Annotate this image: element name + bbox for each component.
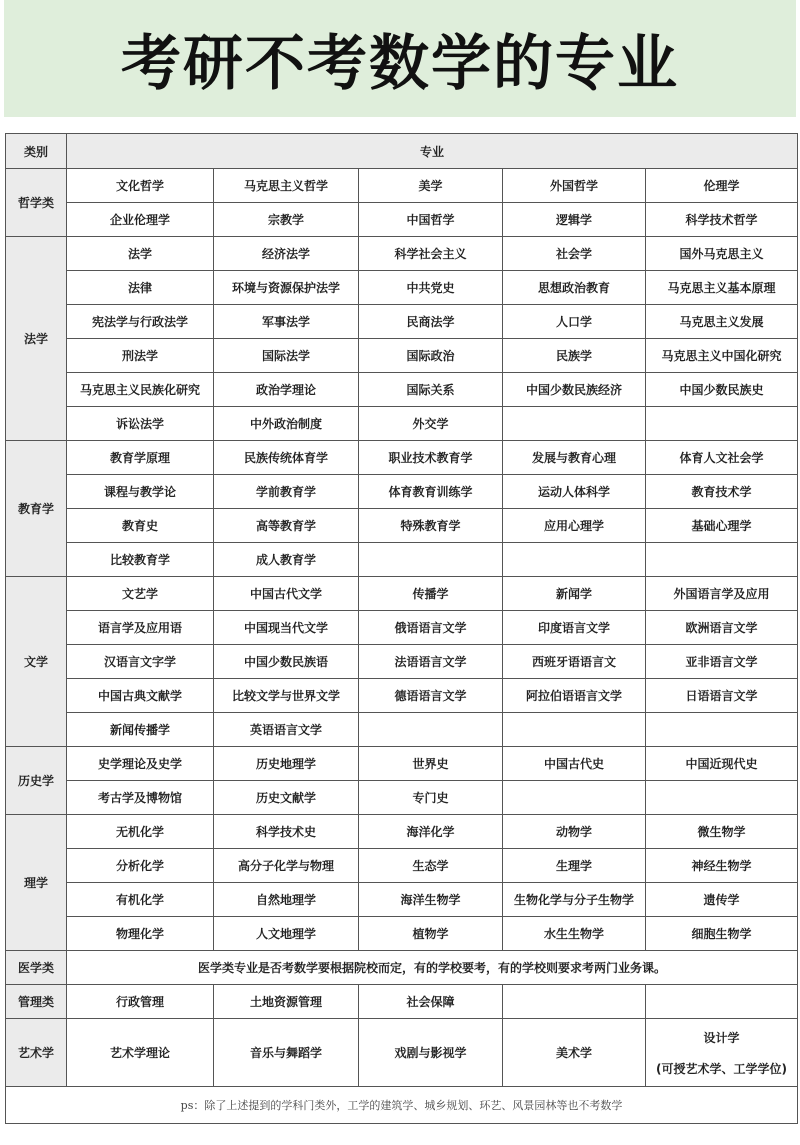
major-cell: 法语语言文学 xyxy=(359,645,503,679)
footnote: ps：除了上述提到的学科门类外，工学的建筑学、城乡规划、环艺、风景园林等也不考数学 xyxy=(6,1087,798,1124)
major-cell: 俄语语言文学 xyxy=(359,611,503,645)
major-cell: 阿拉伯语语言文学 xyxy=(503,679,646,713)
major-cell: 印度语言文学 xyxy=(503,611,646,645)
major-cell: 中国少数民族经济 xyxy=(503,373,646,407)
major-cell: 逻辑学 xyxy=(503,203,646,237)
table-row xyxy=(6,509,798,543)
category-cell: 艺术学 xyxy=(6,1019,67,1087)
major-cell: 民族传统体育学 xyxy=(214,441,359,475)
major-cell: 中国少数民族语 xyxy=(214,645,359,679)
major-cell: 应用心理学 xyxy=(503,509,646,543)
major-cell: 美学 xyxy=(359,169,503,203)
table-row xyxy=(6,407,798,441)
major-cell: 刑法学 xyxy=(67,339,214,373)
major-cell xyxy=(503,985,646,1019)
table-row xyxy=(6,917,798,951)
major-cell: 音乐与舞蹈学 xyxy=(214,1019,359,1087)
major-cell: 职业技术教育学 xyxy=(359,441,503,475)
major-cell: 土地资源管理 xyxy=(214,985,359,1019)
major-cell: 民族学 xyxy=(503,339,646,373)
table-row xyxy=(6,645,798,679)
major-cell xyxy=(646,985,798,1019)
table-row xyxy=(6,203,798,237)
major-cell: 中国哲学 xyxy=(359,203,503,237)
category-cell: 教育学 xyxy=(6,441,67,577)
category-cell: 文学 xyxy=(6,577,67,747)
major-cell: 科学技术哲学 xyxy=(646,203,798,237)
major-cell: 外交学 xyxy=(359,407,503,441)
category-cell: 法学 xyxy=(6,237,67,441)
major-cell: 生物化学与分子生物学 xyxy=(503,883,646,917)
major-cell: 政治学理论 xyxy=(214,373,359,407)
major-cell: 中国现当代文学 xyxy=(214,611,359,645)
table-row-management xyxy=(6,985,798,1019)
category-cell: 管理类 xyxy=(6,985,67,1019)
major-cell: 国际法学 xyxy=(214,339,359,373)
table-row xyxy=(6,373,798,407)
major-cell: 马克思主义基本原理 xyxy=(646,271,798,305)
major-cell: 社会保障 xyxy=(359,985,503,1019)
major-cell: 国际政治 xyxy=(359,339,503,373)
table-row xyxy=(6,441,798,475)
major-cell: 生态学 xyxy=(359,849,503,883)
header-major: 专业 xyxy=(67,134,798,169)
medical-note: 医学类专业是否考数学要根据院校而定，有的学校要考，有的学校则要求考两门业务课。 xyxy=(67,951,798,985)
majors-table xyxy=(5,133,798,1124)
major-cell: 宪法学与行政法学 xyxy=(67,305,214,339)
major-cell: 成人教育学 xyxy=(214,543,359,577)
major-cell: 科学技术史 xyxy=(214,815,359,849)
major-cell: 细胞生物学 xyxy=(646,917,798,951)
major-cell: 汉语言文字学 xyxy=(67,645,214,679)
major-cell: 体育教育训练学 xyxy=(359,475,503,509)
title-banner xyxy=(4,0,796,117)
major-cell: 德语语言文学 xyxy=(359,679,503,713)
table-row xyxy=(6,169,798,203)
table-row xyxy=(6,611,798,645)
major-cell: 课程与教学论 xyxy=(67,475,214,509)
major-cell: 外国语言学及应用 xyxy=(646,577,798,611)
table-row xyxy=(6,577,798,611)
table-row xyxy=(6,679,798,713)
table-row xyxy=(6,271,798,305)
table-row xyxy=(6,543,798,577)
major-cell: 企业伦理学 xyxy=(67,203,214,237)
major-cell: 人口学 xyxy=(503,305,646,339)
table-row xyxy=(6,815,798,849)
table-row-art xyxy=(6,1019,798,1087)
major-cell: 欧洲语言文学 xyxy=(646,611,798,645)
major-cell: 有机化学 xyxy=(67,883,214,917)
major-cell: 马克思主义哲学 xyxy=(214,169,359,203)
major-cell: 学前教育学 xyxy=(214,475,359,509)
major-cell: 体育人文社会学 xyxy=(646,441,798,475)
major-cell xyxy=(646,713,798,747)
major-cell: 中外政治制度 xyxy=(214,407,359,441)
category-cell: 历史学 xyxy=(6,747,67,815)
major-cell: 中国近现代史 xyxy=(646,747,798,781)
major-cell: 世界史 xyxy=(359,747,503,781)
major-cell: 中国少数民族史 xyxy=(646,373,798,407)
major-cell xyxy=(646,543,798,577)
major-cell: 分析化学 xyxy=(67,849,214,883)
major-cell: 历史地理学 xyxy=(214,747,359,781)
major-cell: 外国哲学 xyxy=(503,169,646,203)
major-cell xyxy=(503,781,646,815)
major-cell: 微生物学 xyxy=(646,815,798,849)
major-cell: 宗教学 xyxy=(214,203,359,237)
major-cell: 考古学及博物馆 xyxy=(67,781,214,815)
major-cell: 行政管理 xyxy=(67,985,214,1019)
major-cell: 神经生物学 xyxy=(646,849,798,883)
major-cell: 特殊教育学 xyxy=(359,509,503,543)
major-cell: 史学理论及史学 xyxy=(67,747,214,781)
table-row xyxy=(6,849,798,883)
major-cell: 海洋化学 xyxy=(359,815,503,849)
major-cell: 水生生物学 xyxy=(503,917,646,951)
major-cell: 自然地理学 xyxy=(214,883,359,917)
table-row xyxy=(6,713,798,747)
table-row xyxy=(6,305,798,339)
major-cell: 中国古代史 xyxy=(503,747,646,781)
major-cell xyxy=(359,543,503,577)
major-cell: 科学社会主义 xyxy=(359,237,503,271)
major-cell xyxy=(646,781,798,815)
major-cell xyxy=(503,407,646,441)
major-cell: 教育技术学 xyxy=(646,475,798,509)
major-cell: 教育史 xyxy=(67,509,214,543)
major-cell: 生理学 xyxy=(503,849,646,883)
major-cell: 比较文学与世界文学 xyxy=(214,679,359,713)
major-cell: 专门史 xyxy=(359,781,503,815)
major-cell: 西班牙语语言文 xyxy=(503,645,646,679)
major-cell-design xyxy=(646,1019,798,1087)
major-cell: 发展与教育心理 xyxy=(503,441,646,475)
table-row xyxy=(6,339,798,373)
major-cell: 亚非语言文学 xyxy=(646,645,798,679)
table-row xyxy=(6,475,798,509)
major-cell: 高分子化学与物理 xyxy=(214,849,359,883)
major-cell: 海洋生物学 xyxy=(359,883,503,917)
major-cell: 国际关系 xyxy=(359,373,503,407)
major-cell: 中国古代文学 xyxy=(214,577,359,611)
major-cell: 中国古典文献学 xyxy=(67,679,214,713)
major-cell: 文艺学 xyxy=(67,577,214,611)
category-cell: 医学类 xyxy=(6,951,67,985)
category-cell: 哲学类 xyxy=(6,169,67,237)
major-cell: 教育学原理 xyxy=(67,441,214,475)
major-cell: 植物学 xyxy=(359,917,503,951)
major-cell: 经济法学 xyxy=(214,237,359,271)
major-cell xyxy=(503,713,646,747)
major-cell: 人文地理学 xyxy=(214,917,359,951)
table-row-footnote xyxy=(6,1087,798,1124)
major-cell: 语言学及应用语 xyxy=(67,611,214,645)
table-row xyxy=(6,237,798,271)
major-cell: 运动人体科学 xyxy=(503,475,646,509)
major-cell: 新闻传播学 xyxy=(67,713,214,747)
major-cell: 马克思主义发展 xyxy=(646,305,798,339)
page-title: 考研不考数学的专业 xyxy=(121,28,679,99)
major-cell: 传播学 xyxy=(359,577,503,611)
major-cell xyxy=(503,543,646,577)
major-cell: 法学 xyxy=(67,237,214,271)
major-cell: 高等教育学 xyxy=(214,509,359,543)
major-cell: 美术学 xyxy=(503,1019,646,1087)
major-cell: 环境与资源保护法学 xyxy=(214,271,359,305)
major-cell: 艺术学理论 xyxy=(67,1019,214,1087)
major-cell: 日语语言文学 xyxy=(646,679,798,713)
major-cell: 军事法学 xyxy=(214,305,359,339)
major-cell: 戏剧与影视学 xyxy=(359,1019,503,1087)
category-cell: 理学 xyxy=(6,815,67,951)
major-cell: 思想政治教育 xyxy=(503,271,646,305)
table-row-medical xyxy=(6,951,798,985)
major-cell: 民商法学 xyxy=(359,305,503,339)
major-cell xyxy=(359,713,503,747)
major-cell: 动物学 xyxy=(503,815,646,849)
major-cell: 社会学 xyxy=(503,237,646,271)
major-cell: 马克思主义民族化研究 xyxy=(67,373,214,407)
major-cell: 新闻学 xyxy=(503,577,646,611)
major-cell: 基础心理学 xyxy=(646,509,798,543)
table-row xyxy=(6,883,798,917)
design-title: 设计学 xyxy=(703,1030,740,1045)
major-cell: 国外马克思主义 xyxy=(646,237,798,271)
major-cell: 文化哲学 xyxy=(67,169,214,203)
major-cell: 英语语言文学 xyxy=(214,713,359,747)
major-cell: 历史文献学 xyxy=(214,781,359,815)
major-cell: 法律 xyxy=(67,271,214,305)
design-subtitle: (可授艺术学、工学学位) xyxy=(656,1061,787,1076)
major-cell: 物理化学 xyxy=(67,917,214,951)
major-cell xyxy=(646,407,798,441)
major-cell: 无机化学 xyxy=(67,815,214,849)
table-row xyxy=(6,747,798,781)
major-cell: 伦理学 xyxy=(646,169,798,203)
major-cell: 马克思主义中国化研究 xyxy=(646,339,798,373)
major-cell: 中共党史 xyxy=(359,271,503,305)
header-category: 类别 xyxy=(6,134,67,169)
table-header-row xyxy=(6,134,798,169)
major-cell: 比较教育学 xyxy=(67,543,214,577)
major-cell: 诉讼法学 xyxy=(67,407,214,441)
major-cell: 遗传学 xyxy=(646,883,798,917)
table-row xyxy=(6,781,798,815)
